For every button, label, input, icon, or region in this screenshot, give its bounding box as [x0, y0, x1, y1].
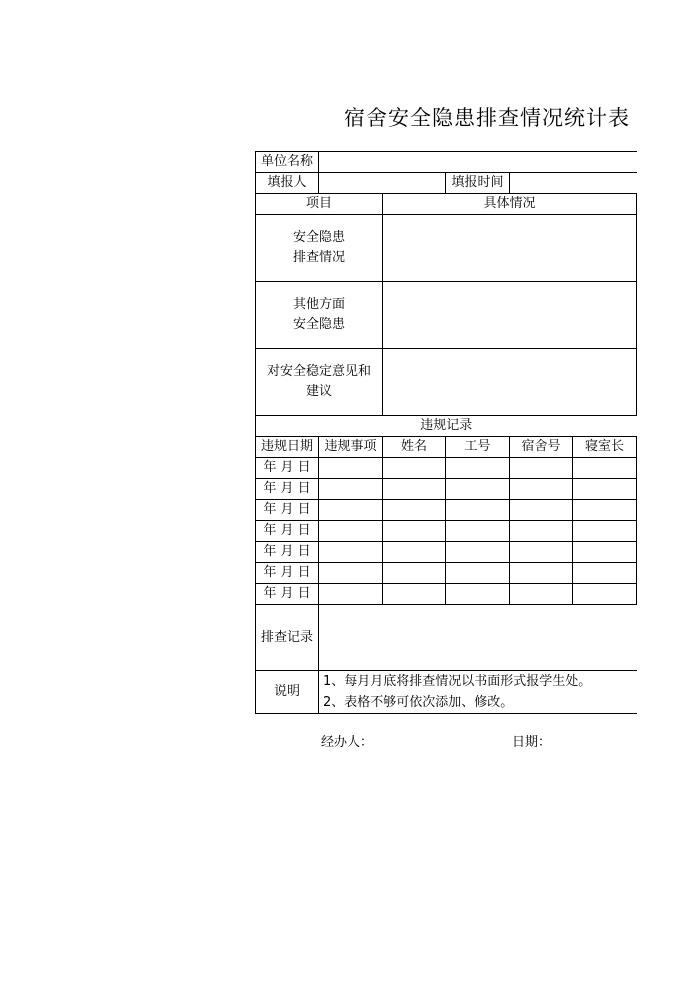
violation-cell[interactable] [446, 563, 510, 584]
violation-cell[interactable] [573, 458, 637, 479]
table-row [256, 500, 637, 521]
violation-cell[interactable] [319, 542, 383, 563]
violation-date-cell[interactable]: 年 月 日 [256, 521, 319, 542]
violation-cell[interactable] [383, 521, 446, 542]
item-row-other [256, 282, 637, 349]
item-detail-other[interactable] [383, 282, 637, 349]
inspection-record-row [256, 605, 637, 671]
table-row [256, 563, 637, 584]
violation-cell[interactable] [383, 542, 446, 563]
table-row [256, 479, 637, 500]
violation-cell[interactable] [510, 542, 573, 563]
item-column-header: 项目 [256, 194, 383, 215]
violation-cell[interactable] [573, 521, 637, 542]
violation-cell[interactable] [510, 479, 573, 500]
filler-field[interactable] [319, 173, 446, 194]
violation-cell[interactable] [319, 458, 383, 479]
violation-cell[interactable] [573, 479, 637, 500]
violation-cell[interactable] [383, 479, 446, 500]
col-violation-date: 违规日期 [256, 437, 319, 458]
violation-cell[interactable] [446, 479, 510, 500]
date-label: 日期： [512, 735, 552, 750]
violation-cell[interactable] [446, 584, 510, 605]
col-room-leader: 寝室长 [573, 437, 637, 458]
item-detail-hazard[interactable] [383, 215, 637, 282]
table-row [256, 584, 637, 605]
filler-label: 填报人 [256, 173, 319, 194]
violation-cell[interactable] [510, 500, 573, 521]
violation-date-cell[interactable]: 年 月 日 [256, 500, 319, 521]
violation-cell[interactable] [383, 563, 446, 584]
col-dorm-number: 宿舍号 [510, 437, 573, 458]
filler-row [256, 173, 637, 194]
unit-name-row [256, 152, 637, 173]
unit-name-field[interactable] [319, 152, 637, 173]
item-label-hazard: 安全隐患 排查情况 [256, 215, 383, 282]
inspection-form-table [255, 151, 637, 714]
items-header-row [256, 194, 637, 215]
violation-cell[interactable] [573, 500, 637, 521]
inspection-record-field[interactable] [319, 605, 637, 671]
violation-cell[interactable] [319, 563, 383, 584]
violation-cell[interactable] [319, 479, 383, 500]
violation-cell[interactable] [446, 521, 510, 542]
violation-section-row [256, 416, 637, 437]
violation-cell[interactable] [510, 584, 573, 605]
item-label-other: 其他方面 安全隐患 [256, 282, 383, 349]
violation-cell[interactable] [510, 563, 573, 584]
col-employee-id: 工号 [446, 437, 510, 458]
table-row [256, 542, 637, 563]
violation-cell[interactable] [383, 500, 446, 521]
handler-label: 经办人： [321, 735, 374, 750]
item-label-suggestion: 对安全稳定意见和 建议 [256, 349, 383, 416]
violation-date-cell[interactable]: 年 月 日 [256, 479, 319, 500]
col-name: 姓名 [383, 437, 446, 458]
inspection-record-label: 排查记录 [256, 605, 319, 671]
note-line-1: 1、每月月底将排查情况以书面形式报学生处。 [323, 674, 592, 689]
col-violation-matter: 违规事项 [319, 437, 383, 458]
detail-column-header: 具体情况 [383, 194, 637, 215]
notes-content [319, 671, 637, 714]
violation-date-cell[interactable]: 年 月 日 [256, 458, 319, 479]
violation-header-row [256, 437, 637, 458]
violation-cell[interactable] [510, 521, 573, 542]
violation-cell[interactable] [319, 500, 383, 521]
note-line-2: 2、表格不够可依次添加、修改。 [323, 695, 514, 710]
violation-section-title: 违规记录 [256, 416, 637, 437]
violation-cell[interactable] [446, 542, 510, 563]
item-row-hazard [256, 215, 637, 282]
violation-cell[interactable] [573, 563, 637, 584]
violation-cell[interactable] [383, 458, 446, 479]
violation-cell[interactable] [446, 500, 510, 521]
violation-cell[interactable] [573, 542, 637, 563]
item-row-suggestion [256, 349, 637, 416]
fill-time-label: 填报时间 [446, 173, 510, 194]
violation-date-cell[interactable]: 年 月 日 [256, 584, 319, 605]
unit-name-label: 单位名称 [256, 152, 319, 173]
violation-cell[interactable] [510, 458, 573, 479]
table-row [256, 458, 637, 479]
violation-cell[interactable] [319, 584, 383, 605]
violation-cell[interactable] [573, 584, 637, 605]
violation-date-cell[interactable]: 年 月 日 [256, 542, 319, 563]
notes-row [256, 671, 637, 714]
violation-cell[interactable] [319, 521, 383, 542]
table-row [256, 521, 637, 542]
violation-cell[interactable] [446, 458, 510, 479]
violation-date-cell[interactable]: 年 月 日 [256, 563, 319, 584]
fill-time-field[interactable] [510, 173, 637, 194]
page-title: 宿舍安全隐患排查情况统计表 [344, 106, 630, 130]
item-detail-suggestion[interactable] [383, 349, 637, 416]
violation-cell[interactable] [383, 584, 446, 605]
notes-label: 说明 [256, 671, 319, 714]
